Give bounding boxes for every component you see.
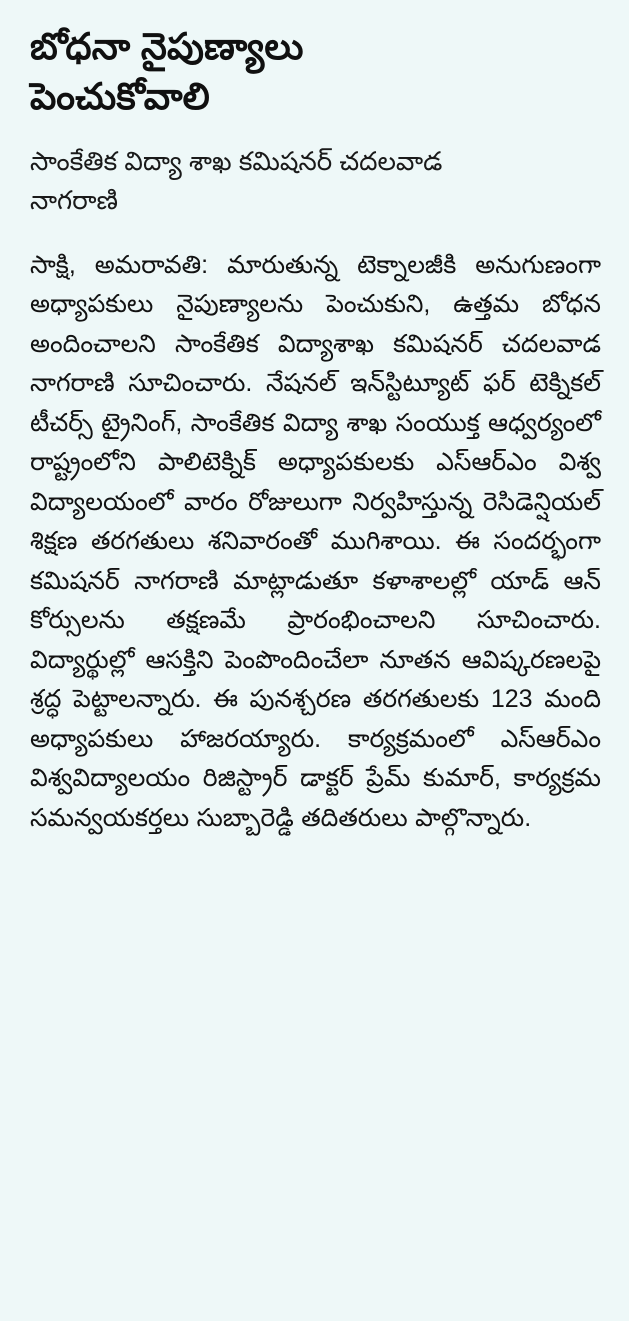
article-dateline: సాక్షి, అమరావతి: (30, 250, 209, 279)
page-title: బోధనా నైపుణ్యాలు పెంచుకోవాలి (30, 26, 304, 117)
article-body-text: మారుతున్న టెక్నాలజీకి అనుగుణంగా అధ్యాపకులు నైపుణ్యాలను పెంచుకుని, ఉత్తమ బోధన అందించాలని సాంకేతిక విద్యాశాఖ కమిషనర్ చదలవాడ నాగరాణి సూచించారు. నేషనల్ ఇన్‌స్టిట్యూట్ ఫర్ టెక్నికల్ టీచర్స్ ట్రైనింగ్, సాంకేతిక విద్యా శాఖ సంయుక్త ఆధ్వర్యంలో రాష్ట్రంలోని పాలిటెక్నిక్ అధ్యాపకులకు ఎస్‌ఆర్‌ఎం విశ్వ విద్యాలయంలో వారం రోజులుగా నిర్వహిస్తున్న రెసిడెన్షియల్ శిక్షణ తరగతులు శనివారంతో ముగిశాయి. ఈ సందర్భంగా కమిషనర్ నాగరాణి మాట్లాడుతూ కళాశాలల్లో యాడ్ ఆన్ కోర్సులను తక్షణమే ప్రారంభించాలని సూచించారు. విద్యార్థుల్లో ఆసక్తిని పెంపొందించేలా నూతన ఆవిష్కరణలపై శ్రద్ధ పెట్టాలన్నారు. ఈ పునశ్చరణ తరగతులకు 123 మంది అధ్యాపకులు హాజరయ్యారు. కార్యక్రమంలో ఎస్‌ఆర్‌ఎం విశ్వవిద్యాలయం రిజిస్ట్రార్ డాక్టర్ ప్రేమ్ కుమార్, కార్యక్రమ సమన్వయకర్తలు సుబ్బారెడ్డి తదితరులు పాల్గొన్నారు. (30, 250, 601, 832)
article-subheadline: సాంకేతిక విద్యా శాఖ కమిషనర్ చదలవాడ నాగరాణి (30, 145, 443, 215)
article-body (30, 246, 601, 839)
